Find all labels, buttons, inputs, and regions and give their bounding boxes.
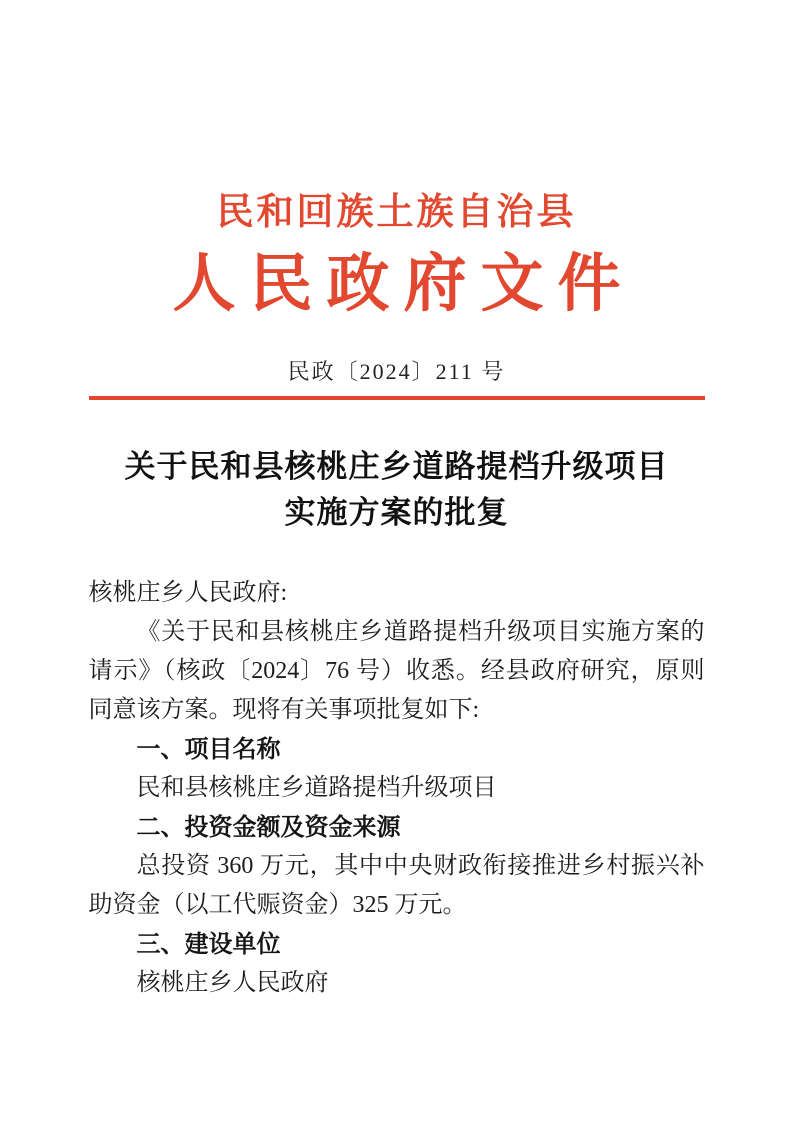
section-2-content: 总投资 360 万元，其中中央财政衔接推进乡村振兴补助资金（以工代赈资金）325 万元。 — [88, 853, 705, 919]
section-3-heading: 三、建设单位 — [136, 931, 281, 959]
opening-paragraph: 《关于民和县核桃庄乡道路提档升级项目实施方案的请示》（核政〔2024〕76 号）收悉。经县政府研究，原则同意该方案。现将有关事项批复如下: — [88, 619, 705, 724]
document-body — [89, 574, 705, 1003]
letterhead — [0, 0, 793, 400]
red-separator-line — [89, 396, 705, 400]
document-reference-number: 民政〔2024〕211 号 — [287, 358, 506, 384]
document-title-line-1: 关于民和县核桃庄乡道路提档升级项目 — [124, 449, 669, 485]
section-1-heading: 一、项目名称 — [136, 736, 281, 764]
document-title — [0, 444, 793, 536]
salutation: 核桃庄乡人民政府: — [88, 580, 288, 607]
section-3-content: 核桃庄乡人民政府 — [136, 970, 329, 997]
section-1-content: 民和县核桃庄乡道路提档升级项目 — [136, 775, 497, 802]
document-type-title: 人民政府文件 — [172, 248, 635, 319]
section-2-heading: 二、投资金额及资金来源 — [136, 814, 401, 842]
document-title-line-2: 实施方案的批复 — [284, 495, 509, 531]
issuing-authority-name: 民和回族土族自治县 — [216, 192, 577, 233]
